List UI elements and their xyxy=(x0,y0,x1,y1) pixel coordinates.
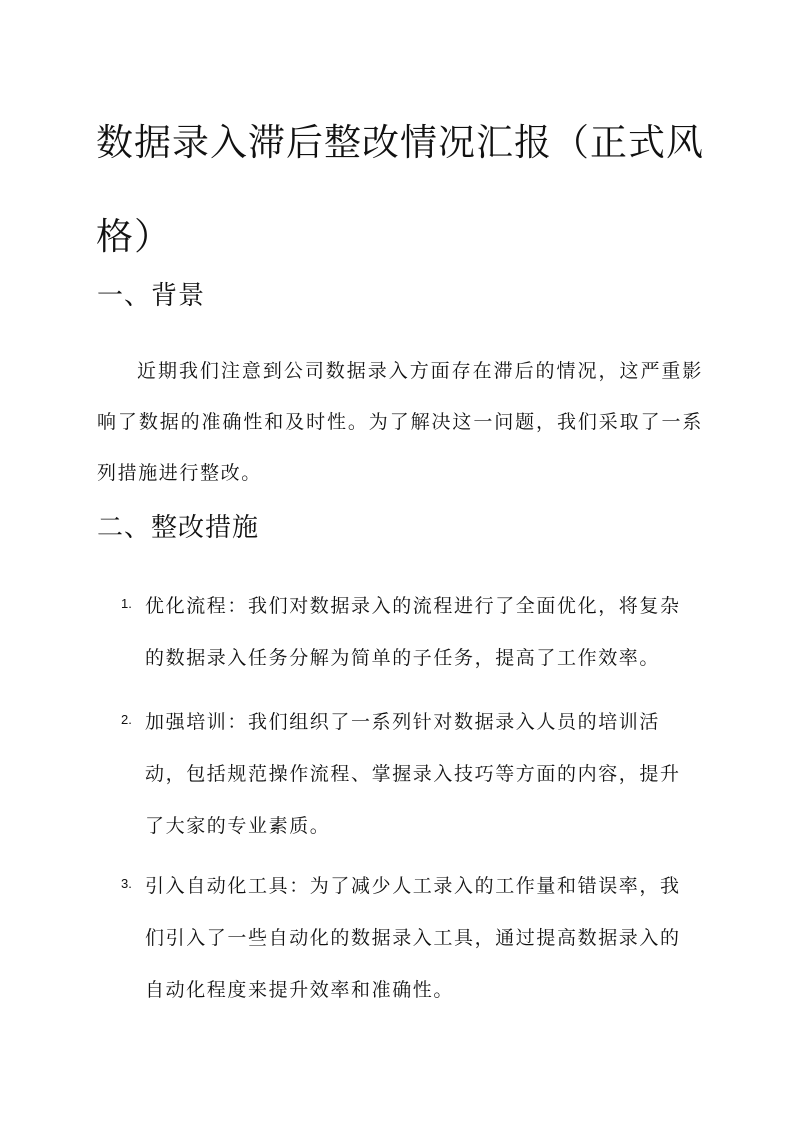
list-item-text: 优化流程：我们对数据录入的流程进行了全面优化，将复杂的数据录入任务分解为简单的子任务，提高了工作效率。 xyxy=(145,595,681,669)
background-paragraph: 近期我们注意到公司数据录入方面存在滞后的情况，这严重影响了数据的准确性和及时性。为了解决这一问题，我们采取了一系列措施进行整改。 xyxy=(97,360,703,484)
document-title: 数据录入滞后整改情况汇报（正式风格） xyxy=(96,121,704,258)
list-item-number: 1. xyxy=(121,596,132,611)
list-item-text: 加强培训：我们组织了一系列针对数据录入人员的培训活动，包括规范操作流程、掌握录入技巧等方面的内容，提升了大家的专业素质。 xyxy=(145,711,681,837)
section-heading-background: 一、背景 xyxy=(97,281,206,311)
list-item-number: 3. xyxy=(121,876,132,891)
list-item-number: 2. xyxy=(121,712,132,727)
section-heading-measures: 二、整改措施 xyxy=(97,513,260,543)
list-item-text: 引入自动化工具：为了减少人工录入的工作量和错误率，我们引入了一些自动化的数据录入工具，通过提高数据录入的自动化程度来提升效率和准确性。 xyxy=(145,875,681,1001)
